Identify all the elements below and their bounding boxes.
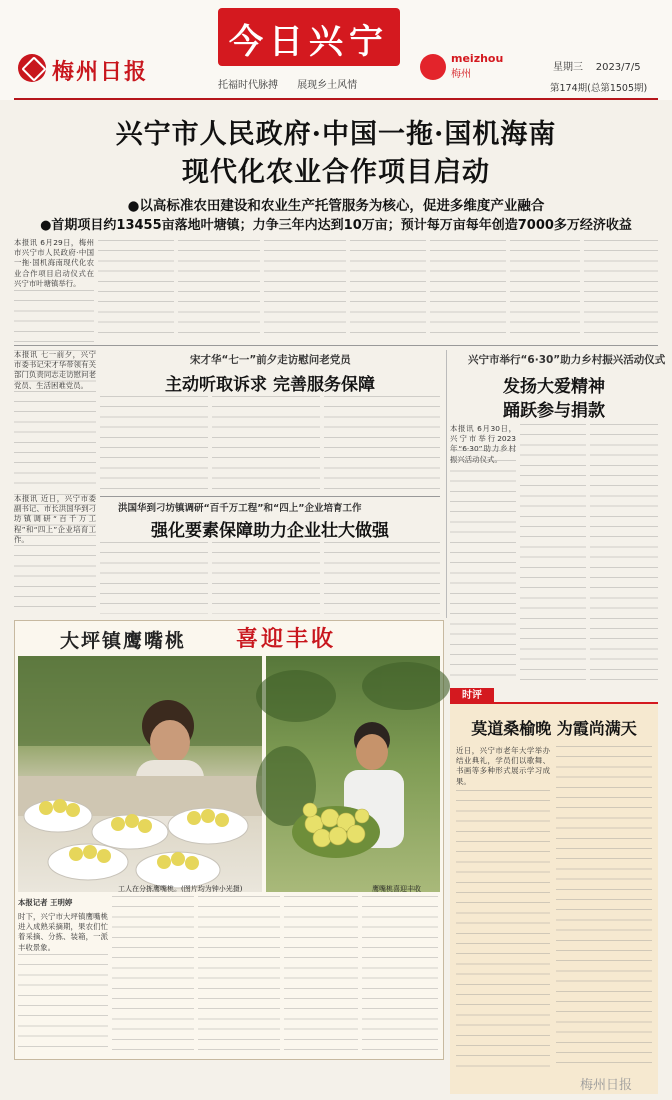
story-4-col-3 (324, 542, 440, 614)
story-2-byline: 本报讯 七一前夕，兴宁市委书记宋才华带领有关部门负责同志走访慰问老党员、生活困难党员。 (14, 350, 96, 390)
lead-body-col-2 (98, 240, 174, 342)
feature-accent: 喜迎丰收 (236, 626, 337, 652)
story-3-col-3 (590, 424, 658, 680)
lead-headline-line-2: 现代化农业合作项目启动 (182, 157, 490, 188)
paper-name: 梅州日报 (52, 59, 149, 85)
lead-body-col-8 (584, 240, 658, 342)
opinion-tag-rule (494, 702, 658, 704)
story-2-kicker: 宋才华“七一”前夕走访慰问老党员 (190, 354, 351, 366)
story-4-byline-wrap (14, 494, 96, 544)
issue-number: 第174期(总第1505期) (550, 83, 648, 94)
column-divider (446, 350, 447, 618)
photo-farmer-with-peaches (266, 656, 440, 892)
lead-body-col-5 (350, 240, 426, 342)
lead-body-col-1 (14, 290, 94, 342)
photo-farmer-illustration (266, 656, 440, 892)
story-3-col-2 (520, 424, 586, 680)
feature-col-5 (362, 896, 438, 1054)
caption-left: 工人在分拣鹰嘴桃。(图片均为钟小光摄) (118, 885, 243, 893)
section-slogans (218, 76, 373, 91)
lead-body-col-7 (510, 240, 580, 342)
newspaper-logo-icon (18, 54, 46, 82)
story-3-title-1: 发扬大爱精神 (503, 377, 605, 397)
feature-lead: 时下，兴宁市大坪镇鹰嘴桃进入成熟采摘期，果农们忙着采摘、分拣、装箱，一派丰收景象。 (18, 912, 108, 952)
story-4-col-1 (100, 542, 208, 614)
slogan-1: 托福时代脉搏 (218, 80, 278, 91)
story-4-title: 强化要素保障助力企业壮大做强 (151, 521, 389, 541)
slogan-2: 展现乡土风情 (297, 80, 358, 91)
opinion-lead-wrap (456, 746, 550, 788)
lead-body-col-4 (264, 240, 346, 342)
story-3-kicker: 兴宁市举行“6·30”助力乡村振兴活动仪式 (468, 354, 666, 366)
photo-sorting-illustration (18, 656, 262, 892)
story-3-title-2: 踊跃参与捐款 (503, 401, 605, 421)
story-4-col-2 (212, 542, 320, 614)
city-name-cn: 梅州 (451, 69, 471, 80)
story-3-col-1 (450, 450, 516, 680)
feature-col-1 (18, 954, 108, 1054)
feature-col-3 (198, 896, 280, 1054)
watermark: 梅州日报 (580, 1078, 633, 1093)
section-divider (14, 345, 658, 346)
date-line (553, 58, 641, 73)
story-2-col-3 (324, 396, 440, 490)
masthead (0, 0, 672, 100)
feature-lead-wrap (18, 912, 108, 952)
section-title: 今日兴宁 (229, 22, 389, 62)
lead-body-col-6 (430, 240, 506, 342)
lead-headline-line-1: 兴宁市人民政府·中国一拖·国机海南 (115, 119, 557, 150)
opinion-col-1 (456, 790, 550, 1070)
lead-subhead-2: ●首期项目约13455亩落地叶塘镇；力争三年内达到10万亩；预计每万亩每年创造7000多万经济收益 (40, 218, 632, 233)
date: 2023/7/5 (595, 62, 641, 73)
city-name-en: meizhou (451, 52, 504, 65)
section-title-box (218, 8, 400, 66)
opinion-col-2 (556, 746, 652, 1070)
lead-body-col-3 (178, 240, 260, 342)
masthead-rule (14, 98, 658, 100)
lead-subhead-1: ●以高标准农田建设和农业生产托管服务为核心，促进多维度产业融合 (127, 198, 545, 214)
feature-byline-wrap (18, 898, 108, 910)
feature-col-2 (112, 896, 194, 1054)
caption-right: 鹰嘴桃喜迎丰收 (372, 885, 421, 893)
story-3-byline: 本报讯 6月30日，兴宁市举行2023年“6·30”助力乡村振兴活动仪式。 (450, 424, 516, 464)
feature-byline: 本报记者 王明婷 (18, 898, 73, 907)
opinion-lead: 近日，兴宁市老年大学举办结业典礼，学员们以歌舞、书画等多种形式展示学习成果。 (456, 746, 550, 786)
opinion-tag: 时评 (450, 688, 494, 704)
opinion-title: 莫道桑榆晚 为霞尚满天 (471, 719, 637, 738)
story-3-byline-wrap (450, 424, 516, 464)
weekday: 星期三 (553, 62, 583, 73)
opinion-tag-bar (450, 688, 658, 704)
photo-sorting-peaches (18, 656, 262, 892)
story-2-title: 主动听取诉求 完善服务保障 (165, 375, 375, 395)
feature-title: 大坪镇鹰嘴桃 (60, 630, 187, 652)
story-2-col-2 (212, 396, 320, 490)
story-4-divider (100, 496, 440, 497)
story-2-byline-wrap (14, 350, 96, 390)
city-logo-icon (420, 54, 446, 80)
story-4-byline: 本报讯 近日，兴宁市委副书记、市长洪国华到刁坊镇调研“百千万工程”和“四上”企业培育工作。 (14, 494, 96, 544)
lead-byline: 本报讯 6月29日，梅州市兴宁市人民政府·中国一拖·国机海南现代化农业合作项目启动仪式在兴宁市叶塘镇举行。 (14, 238, 94, 288)
feature-col-4 (284, 896, 358, 1054)
story-4-kicker: 洪国华到刁坊镇调研“百千万工程”和“四上”企业培育工作 (118, 503, 362, 514)
story-2-col-1 (100, 396, 208, 490)
